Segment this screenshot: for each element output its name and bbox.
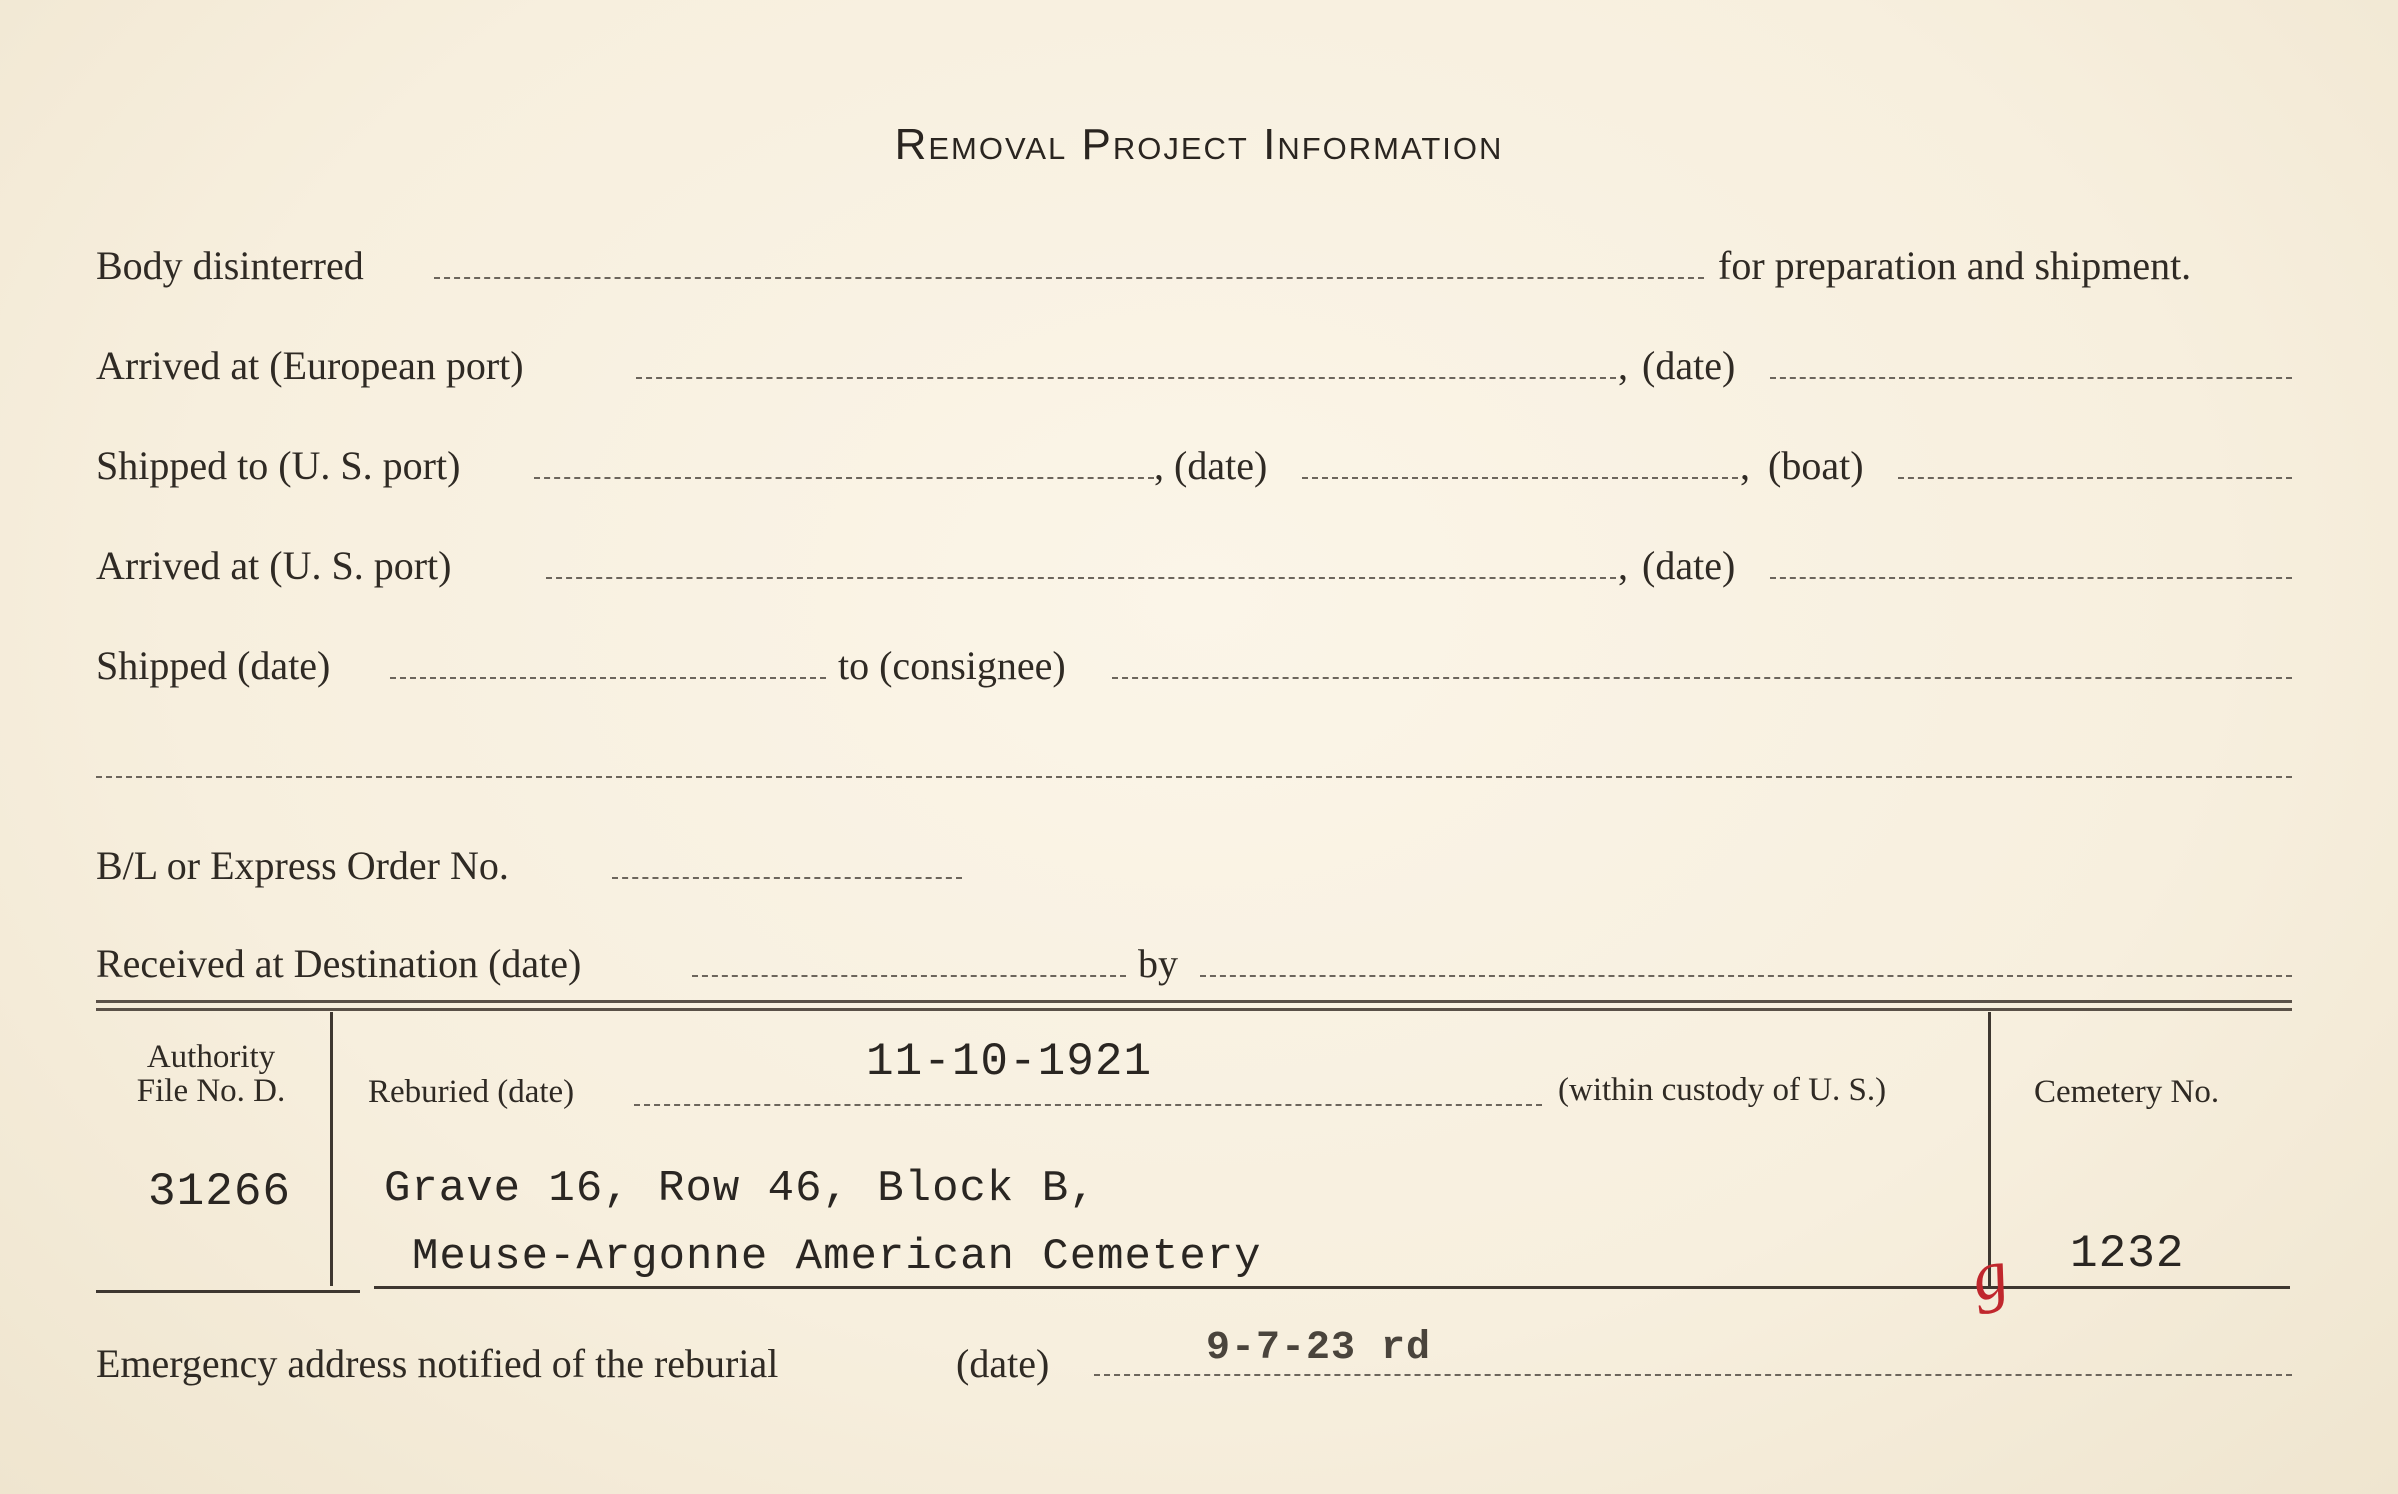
shipped-us-boat-field[interactable] — [1898, 477, 2292, 479]
consignee-field[interactable] — [1112, 677, 2292, 679]
arrived-us-comma: , — [1618, 543, 1628, 588]
cemetery-no-label: Cemetery No. — [2034, 1074, 2220, 1110]
arrived-european-date-label: (date) — [1642, 343, 1736, 388]
page-title — [0, 120, 2398, 170]
custody-label: (within custody of U. S.) — [1558, 1072, 1887, 1108]
shipped-us-date-label: (date) — [1174, 443, 1268, 488]
column-divider-left — [330, 1012, 333, 1286]
title-text: Removal Project Information — [894, 120, 1504, 169]
shipped-us-comma: , — [1154, 443, 1164, 488]
emergency-date-label: (date) — [956, 1341, 1050, 1386]
shipped-date-label: Shipped (date) — [96, 643, 331, 688]
body-disinterred-field[interactable] — [434, 277, 1704, 279]
authority-label-line-1: Authority — [146, 1039, 276, 1075]
authority-label-line-2: File No. D. — [136, 1073, 286, 1109]
bl-order-label: B/L or Express Order No. — [96, 843, 509, 888]
received-label: Received at Destination (date) — [96, 941, 582, 986]
emergency-date-field[interactable] — [1094, 1374, 2292, 1376]
arrived-european-date-field[interactable] — [1770, 377, 2292, 379]
shipped-us-date-field[interactable] — [1302, 477, 1738, 479]
divider-top — [96, 1000, 2292, 1003]
reburied-label: Reburied (date) — [368, 1074, 575, 1110]
arrived-european-comma: , — [1618, 343, 1628, 388]
grave-location-line-2: Meuse-Argonne American Cemetery — [412, 1232, 1262, 1282]
cemetery-no-value: 1232 — [2070, 1228, 2185, 1280]
arrived-us-date-label: (date) — [1642, 543, 1736, 588]
received-by-field[interactable] — [1200, 975, 2292, 977]
body-disinterred-label: Body disinterred — [96, 243, 364, 288]
authority-underline — [96, 1290, 360, 1293]
body-disinterred-suffix: for preparation and shipment. — [1718, 243, 2192, 288]
red-check-mark: g — [1964, 1234, 2015, 1317]
emergency-date-value: 9-7-23 rd — [1206, 1326, 1432, 1371]
arrived-european-port-field[interactable] — [636, 377, 1616, 379]
divider-bottom — [96, 1008, 2292, 1011]
shipped-date-field[interactable] — [390, 677, 826, 679]
shipped-us-boat-label: (boat) — [1768, 443, 1864, 488]
shipped-us-comma-2: , — [1740, 443, 1750, 488]
consignee-continuation-field[interactable] — [96, 776, 2292, 778]
arrived-us-date-field[interactable] — [1770, 577, 2292, 579]
arrived-us-label: Arrived at (U. S. port) — [96, 543, 452, 588]
emergency-label: Emergency address notified of the reburial — [96, 1341, 779, 1386]
arrived-us-port-field[interactable] — [546, 577, 1616, 579]
reburied-date-value: 11-10-1921 — [866, 1036, 1153, 1088]
authority-file-number: 31266 — [148, 1166, 292, 1218]
bl-order-field[interactable] — [612, 877, 962, 879]
arrived-european-label: Arrived at (European port) — [96, 343, 524, 388]
received-date-field[interactable] — [692, 975, 1126, 977]
consignee-label: to (consignee) — [838, 643, 1066, 688]
shipped-us-label: Shipped to (U. S. port) — [96, 443, 461, 488]
shipped-us-port-field[interactable] — [534, 477, 1154, 479]
authority-label — [96, 1040, 326, 1108]
grave-location-line-1: Grave 16, Row 46, Block B, — [384, 1164, 1097, 1214]
received-by-label: by — [1138, 941, 1178, 986]
reburied-date-field[interactable] — [634, 1104, 1542, 1106]
